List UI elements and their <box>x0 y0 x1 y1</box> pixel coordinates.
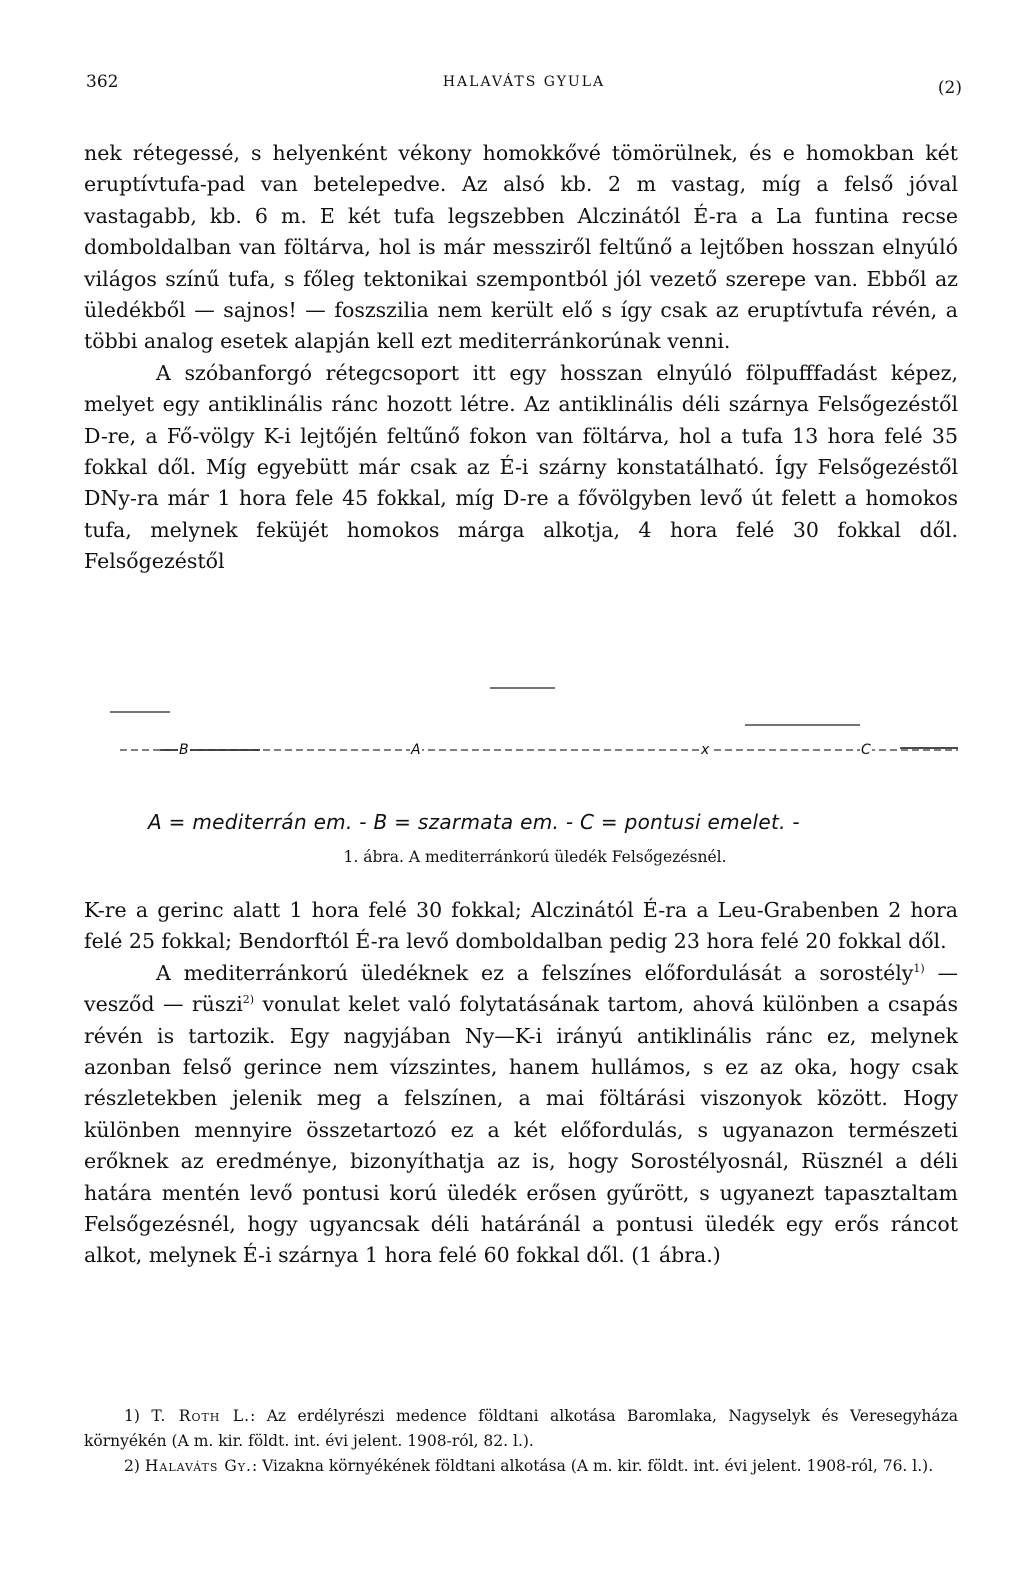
footnote-author: T. Roth L. <box>151 1407 251 1425</box>
paragraph: A szóbanforgó rétegcsoport itt egy hosszan elnyúló fölpufffadást képez, melyet egy antiklinális ránc hozott létre. Az antiklinális déli szárnya Felsőgezéstől D-re, a Fő-völgy K-i lejtőjén feltűnő fokon van föltárva, hol a tufa 13 hora felé 35 fokkal dől. Míg egyebütt már csak az É-i szárny konstatálható. Így Felsőgezéstől DNy-ra már 1 hora fele 45 fokkal, míg D-re a fővölgyben levő út felett a homokos tufa, melynek feküjét homokos márga alkotja, 4 hora felé 30 fokkal dől. Felsőgezéstől <box>84 360 958 574</box>
paragraph: K-re a gerinc alatt 1 hora felé 30 fokkal; Alczinától É-ra a Leu-Grabenben 2 hora felé 25 fokkal; Bendorftól É-ra levő domboldalban pedig 23 hora felé 20 fokkal dől. <box>84 898 958 954</box>
footnote-mark: 1) <box>124 1407 140 1425</box>
footnote-ref-2: 2) <box>242 993 255 1007</box>
figure-legend: A = mediterrán em. - B = szarmata em. - C = pontusi emelet. - <box>148 810 800 834</box>
section-number: (2) <box>937 78 962 98</box>
body-text-bottom <box>84 895 958 1272</box>
page-header <box>86 72 962 102</box>
footnotes <box>84 1404 958 1479</box>
paragraph-text: — vesződ — rüszi <box>84 960 958 1017</box>
figure-cross-section <box>100 670 970 885</box>
paragraph-text: A mediterránkorú üledéknek ez a felszínes előfordulását a sorostély <box>156 960 914 985</box>
footnote-mark: 2) <box>124 1457 140 1475</box>
paragraph-text: vonulat kelet való folytatásának tartom, ahová különben a csapás révén is tartozik. Egy nagyjában Ny—K-i irányú antiklinális ránc ez, melynek azonban felső gerince nem vízszintes, hanem hullámos, s ez az oka, hogy csak részletekben jelenik meg a felszínen, a mai föltárási viszonyok között. Hogy különben mennyire összetartozó ez a két előfordulás, s ugyanazon természeti erőknek az eredménye, bizonyíthatja az is, hogy Sorostélyosnál, Rüsznél a déli határa mentén levő pontusi korú üledék erősen gyűrött, s ugyanezt tapasztaltam Felsőgezésnél, hogy ugyancsak déli határánál a pontusi üledék egy erős ráncot alkot, melynek É-i szárnya 1 hora felé 60 fokkal dől. (1 ábra.) <box>84 992 958 1268</box>
body-text-top <box>84 138 958 578</box>
cross-section-drawing <box>100 670 970 810</box>
footnote-text: : Vizakna környékének földtani alkotása (A m. kir. földt. int. évi jelent. 1908-ról, 76. l.). <box>251 1457 934 1475</box>
page-number: 362 <box>86 72 119 92</box>
section-mark-x: x <box>701 742 710 758</box>
footnote-text: : Az erdélyrészi medence földtani alkotása Baromlaka, Nagyselyk és Veresegyháza környékén (A m. kir. földt. int. évi jelent. 1908-ról, 82. l.). <box>84 1407 958 1450</box>
running-head: HALAVÁTS GYULA <box>442 74 606 90</box>
section-mark-c: C <box>861 742 871 758</box>
footnote-1 <box>84 1404 958 1454</box>
footnote-ref-1: 1) <box>913 961 925 975</box>
section-mark-a: A <box>411 742 421 758</box>
footnote-2 <box>84 1454 958 1479</box>
section-mark-b: B <box>179 742 189 758</box>
paragraph: nek rétegessé, s helyenként vékony homokkővé tömörülnek, és e homokban két eruptívtufa-pad van betelepedve. Az alsó kb. 2 m vastag, míg a felső jóval vastagabb, kb. 6 m. E két tufa legszebben Alczinától É-ra a La funtina recse domboldalban van föltárva, hol is már messziről feltűnő a lejtőben hosszan elnyúló világos színű tufa, s főleg tektonikai szempontból jól vezető szerepe van. Ebből az üledékből — sajnos! — foszszilia nem került elő s így csak az eruptívtufa révén, a többi analog esetek alapján kell ezt mediterránkorúnak venni. <box>84 141 958 354</box>
footnote-author: Halaváts Gy. <box>144 1457 252 1475</box>
paragraph <box>84 958 958 1272</box>
figure-caption: 1. ábra. A mediterránkorú üledék Felsőgezésnél. <box>343 848 727 866</box>
